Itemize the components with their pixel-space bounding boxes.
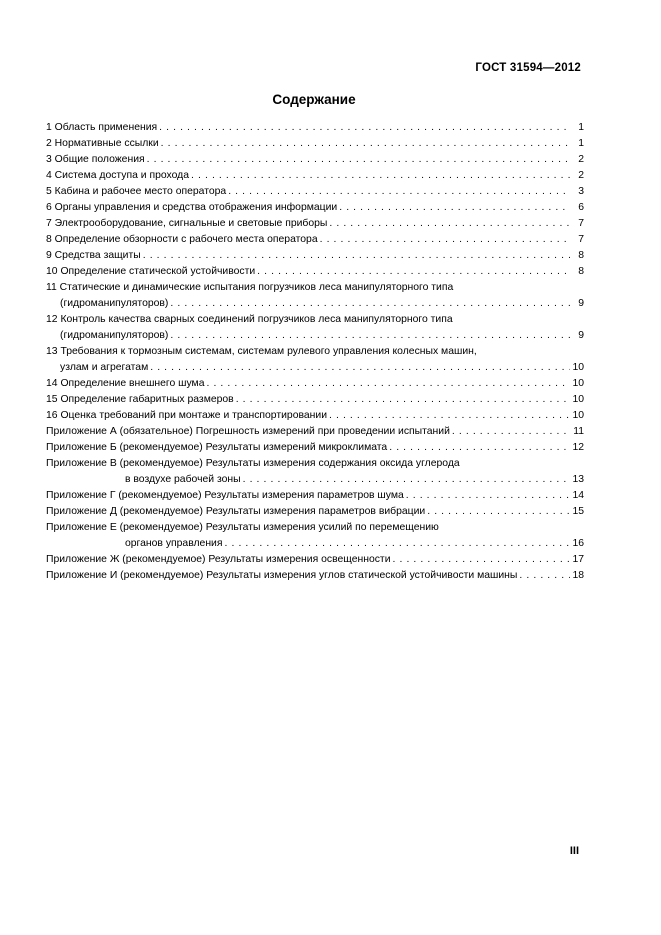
toc-entry-title: 8 Определение обзорности с рабочего места оператора bbox=[46, 234, 318, 245]
toc-leader-dots bbox=[257, 264, 570, 280]
toc-leader-dots bbox=[150, 360, 570, 376]
toc-page-number: 9 bbox=[578, 298, 584, 309]
toc-page-number: 14 bbox=[572, 490, 584, 501]
toc-page-number: 7 bbox=[578, 218, 584, 229]
toc-entry-title: Приложение Ж (рекомендуемое) Результаты измерения освещенности bbox=[46, 554, 391, 565]
toc-entry[interactable] bbox=[46, 216, 584, 232]
toc-leader-dots bbox=[243, 472, 570, 488]
toc-entry-title: 3 Общие положения bbox=[46, 154, 145, 165]
toc-entry-title: 5 Кабина и рабочее место оператора bbox=[46, 186, 227, 197]
page-number: III bbox=[569, 845, 579, 857]
toc-entry[interactable] bbox=[46, 344, 584, 376]
toc-entry[interactable] bbox=[46, 280, 584, 312]
toc-entry-title: Приложение Г (рекомендуемое) Результаты измерения параметров шума bbox=[46, 490, 404, 501]
toc-leader-dots bbox=[147, 152, 570, 168]
toc-entry[interactable] bbox=[46, 504, 584, 520]
toc-entry-title: органов управления bbox=[125, 538, 223, 549]
toc-leader-dots bbox=[170, 328, 570, 344]
toc-leader-dots bbox=[339, 200, 570, 216]
toc-page-number: 10 bbox=[572, 362, 584, 373]
page-title: Содержание bbox=[272, 92, 356, 107]
toc-entry-title: (гидроманипуляторов) bbox=[60, 330, 169, 341]
toc-entry-title: Приложение В (рекомендуемое) Результаты измерения содержания оксида углерода bbox=[46, 458, 460, 469]
toc-page-number: 12 bbox=[572, 442, 584, 453]
toc-page-number: 10 bbox=[572, 378, 584, 389]
toc-page-number: 13 bbox=[572, 474, 584, 485]
document-standard-number: ГОСТ 31594—2012 bbox=[475, 62, 581, 74]
toc-entry-title: 4 Система доступа и прохода bbox=[46, 170, 190, 181]
toc-entry[interactable] bbox=[46, 152, 584, 168]
toc-page-number: 1 bbox=[578, 122, 584, 133]
toc-page-number: 2 bbox=[578, 154, 584, 165]
toc-leader-dots bbox=[329, 408, 570, 424]
toc-entry[interactable] bbox=[46, 408, 584, 424]
toc-entry-title: Приложение А (обязательное) Погрешность измерений при проведении испытаний bbox=[46, 426, 450, 437]
toc-page-number: 18 bbox=[572, 570, 584, 581]
toc-entry[interactable] bbox=[46, 376, 584, 392]
toc-entry-title: Приложение И (рекомендуемое) Результаты измерения углов статической устойчивости машины bbox=[46, 570, 518, 581]
toc-entry-title: Приложение Б (рекомендуемое) Результаты измерений микроклимата bbox=[46, 442, 388, 453]
toc-entry[interactable] bbox=[46, 168, 584, 184]
toc-entry[interactable] bbox=[46, 568, 584, 584]
toc-entry[interactable] bbox=[46, 456, 584, 488]
toc-entry[interactable] bbox=[46, 232, 584, 248]
toc-entry[interactable] bbox=[46, 488, 584, 504]
toc-entry-title: 12 Контроль качества сварных соединений погрузчиков леса манипуляторного типа bbox=[46, 314, 453, 325]
toc-page-number: 7 bbox=[578, 234, 584, 245]
toc-leader-dots bbox=[320, 232, 570, 248]
toc-page-number: 8 bbox=[578, 250, 584, 261]
toc-leader-dots bbox=[161, 136, 570, 152]
toc-leader-dots bbox=[236, 392, 570, 408]
toc-entry-title: (гидроманипуляторов) bbox=[60, 298, 169, 309]
toc-entry-title: 13 Требования к тормозным системам, системам рулевого управления колесных машин, bbox=[46, 346, 477, 357]
toc-leader-dots bbox=[225, 536, 571, 552]
toc-page-number: 11 bbox=[573, 426, 584, 437]
toc-page-number: 3 bbox=[578, 186, 584, 197]
toc-entry[interactable] bbox=[46, 392, 584, 408]
toc-entry-title: 1 Область применения bbox=[46, 122, 158, 133]
toc-leader-dots bbox=[143, 248, 570, 264]
toc-entry[interactable] bbox=[46, 120, 584, 136]
toc-leader-dots bbox=[393, 552, 571, 568]
toc-page-number: 9 bbox=[578, 330, 584, 341]
toc-leader-dots bbox=[159, 120, 570, 136]
toc-leader-dots bbox=[406, 488, 570, 504]
toc-entry[interactable] bbox=[46, 424, 584, 440]
toc-entry-title: 14 Определение внешнего шума bbox=[46, 378, 205, 389]
table-of-contents bbox=[46, 120, 584, 584]
toc-entry[interactable] bbox=[46, 520, 584, 552]
toc-entry[interactable] bbox=[46, 184, 584, 200]
toc-entry[interactable] bbox=[46, 264, 584, 280]
toc-leader-dots bbox=[519, 568, 570, 584]
toc-entry-title: узлам и агрегатам bbox=[60, 362, 149, 373]
toc-entry[interactable] bbox=[46, 248, 584, 264]
toc-leader-dots bbox=[427, 504, 570, 520]
toc-page-number: 16 bbox=[572, 538, 584, 549]
toc-entry-title: 15 Определение габаритных размеров bbox=[46, 394, 234, 405]
toc-entry-title: в воздухе рабочей зоны bbox=[125, 474, 241, 485]
toc-leader-dots bbox=[170, 296, 570, 312]
toc-entry-title: 11 Статические и динамические испытания погрузчиков леса манипуляторного типа bbox=[46, 282, 454, 293]
toc-entry-title: 7 Электрооборудование, сигнальные и световые приборы bbox=[46, 218, 328, 229]
toc-entry[interactable] bbox=[46, 552, 584, 568]
toc-entry-title: 10 Определение статической устойчивости bbox=[46, 266, 256, 277]
toc-page-number: 17 bbox=[572, 554, 584, 565]
toc-page-number: 15 bbox=[572, 506, 584, 517]
toc-entry-title: 2 Нормативные ссылки bbox=[46, 138, 159, 149]
toc-page-number: 10 bbox=[572, 410, 584, 421]
toc-entry[interactable] bbox=[46, 312, 584, 344]
toc-leader-dots bbox=[329, 216, 570, 232]
toc-entry-title: 16 Оценка требований при монтаже и транспортировании bbox=[46, 410, 328, 421]
toc-leader-dots bbox=[452, 424, 570, 440]
toc-entry[interactable] bbox=[46, 440, 584, 456]
toc-leader-dots bbox=[191, 168, 570, 184]
toc-page-number: 2 bbox=[578, 170, 584, 181]
toc-entry-title: 9 Средства защиты bbox=[46, 250, 141, 261]
toc-leader-dots bbox=[228, 184, 570, 200]
toc-entry-title: 6 Органы управления и средства отображения информации bbox=[46, 202, 338, 213]
toc-entry-title: Приложение Е (рекомендуемое) Результаты измерения усилий по перемещению bbox=[46, 522, 439, 533]
toc-page-number: 6 bbox=[578, 202, 584, 213]
toc-page-number: 8 bbox=[578, 266, 584, 277]
toc-page-number: 1 bbox=[578, 138, 584, 149]
toc-leader-dots bbox=[206, 376, 570, 392]
toc-entry[interactable] bbox=[46, 200, 584, 216]
toc-page-number: 10 bbox=[572, 394, 584, 405]
toc-leader-dots bbox=[389, 440, 570, 456]
toc-entry-title: Приложение Д (рекомендуемое) Результаты измерения параметров вибрации bbox=[46, 506, 426, 517]
toc-entry[interactable] bbox=[46, 136, 584, 152]
